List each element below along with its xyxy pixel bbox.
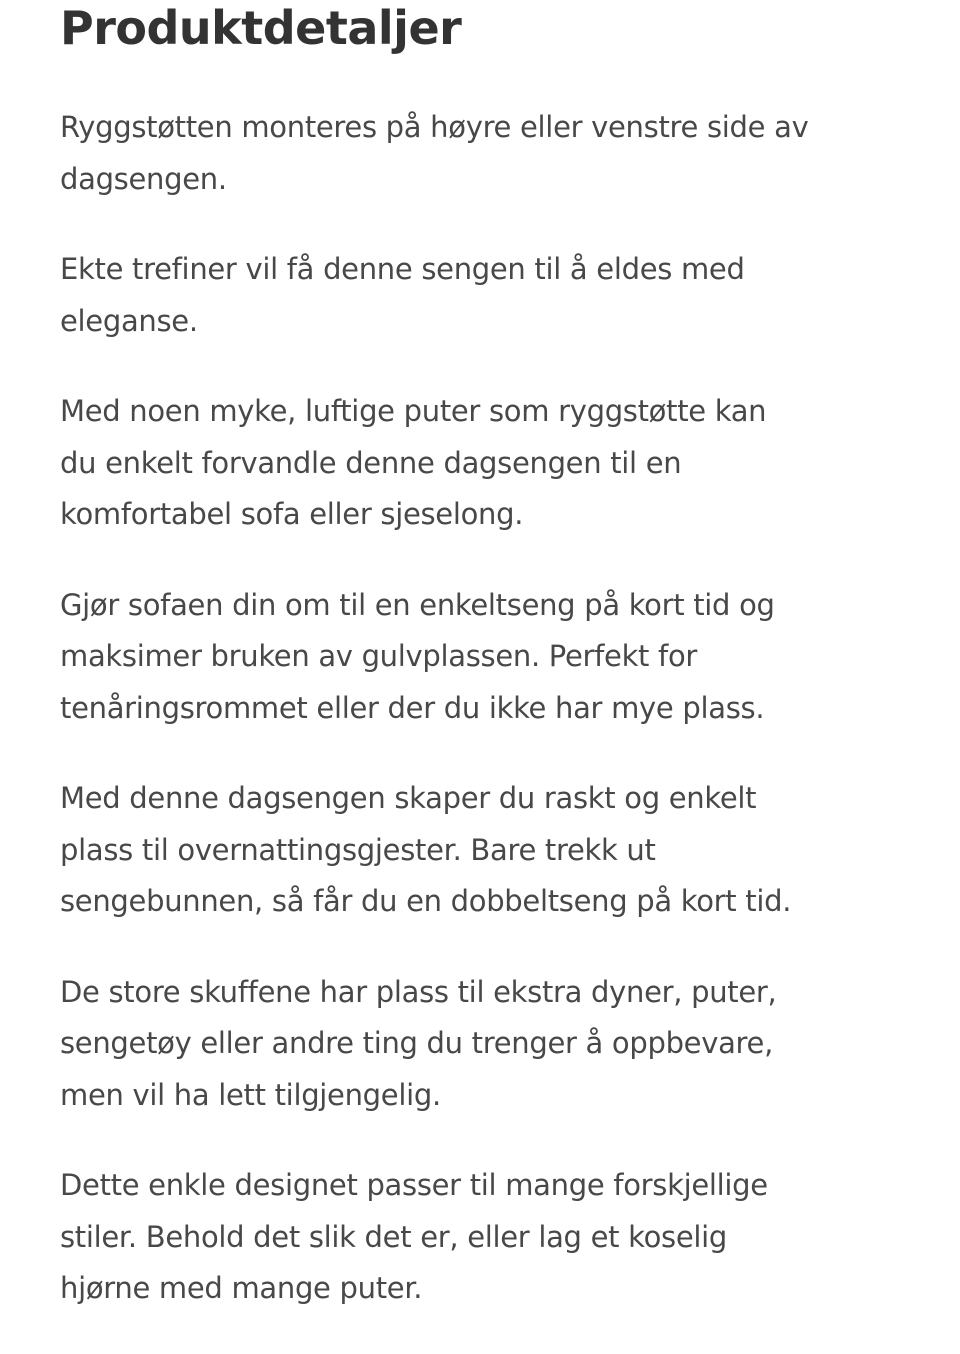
paragraph-line: sengetøy eller andre ting du trenger å oppbevare, — [60, 1026, 774, 1060]
description-paragraph — [60, 773, 940, 928]
paragraph-line: sengebunnen, så får du en dobbeltseng på kort tid. — [60, 884, 792, 918]
paragraph-line: Med noen myke, luftige puter som ryggstøtte kan — [60, 394, 767, 428]
description-paragraph — [60, 244, 940, 347]
paragraph-line: komfortabel sofa eller sjeselong. — [60, 497, 524, 531]
paragraph-line: tenåringsrommet eller der du ikke har mye plass. — [60, 690, 765, 725]
paragraph-line: dagsengen. — [60, 161, 227, 196]
paragraph-line: maksimer bruken av gulvplassen. Perfekt for — [60, 639, 698, 673]
paragraph-line: De store skuffene har plass til ekstra dyner, puter, — [60, 974, 777, 1009]
section-title: Produktdetaljer — [60, 1, 462, 55]
paragraph-line: du enkelt forvandle denne dagsengen til en — [60, 445, 682, 480]
paragraph-line: Ryggstøtten monteres på høyre eller venstre side av — [60, 110, 809, 144]
paragraph-line: Med denne dagsengen skaper du raskt og enkelt — [60, 781, 757, 815]
product-details-section — [60, 0, 940, 1354]
description-paragraph — [60, 580, 940, 735]
description-paragraph — [60, 102, 940, 205]
paragraph-line: plass til overnattingsgjester. Bare trekk ut — [60, 832, 656, 867]
description-paragraph — [60, 1160, 940, 1315]
paragraph-line: hjørne med mange puter. — [60, 1271, 423, 1305]
description-paragraph — [60, 386, 940, 541]
paragraph-line: Gjør sofaen din om til en enkeltseng på kort tid og — [60, 587, 775, 622]
description-body — [60, 102, 940, 1315]
paragraph-line: eleganse. — [60, 303, 198, 338]
paragraph-line: Ekte trefiner vil få denne sengen til å eldes med — [60, 252, 745, 286]
paragraph-line: men vil ha lett tilgjengelig. — [60, 1077, 441, 1112]
description-paragraph — [60, 967, 940, 1122]
paragraph-line: Dette enkle designet passer til mange forskjellige — [60, 1168, 768, 1202]
paragraph-line: stiler. Behold det slik det er, eller lag et koselig — [60, 1219, 727, 1254]
